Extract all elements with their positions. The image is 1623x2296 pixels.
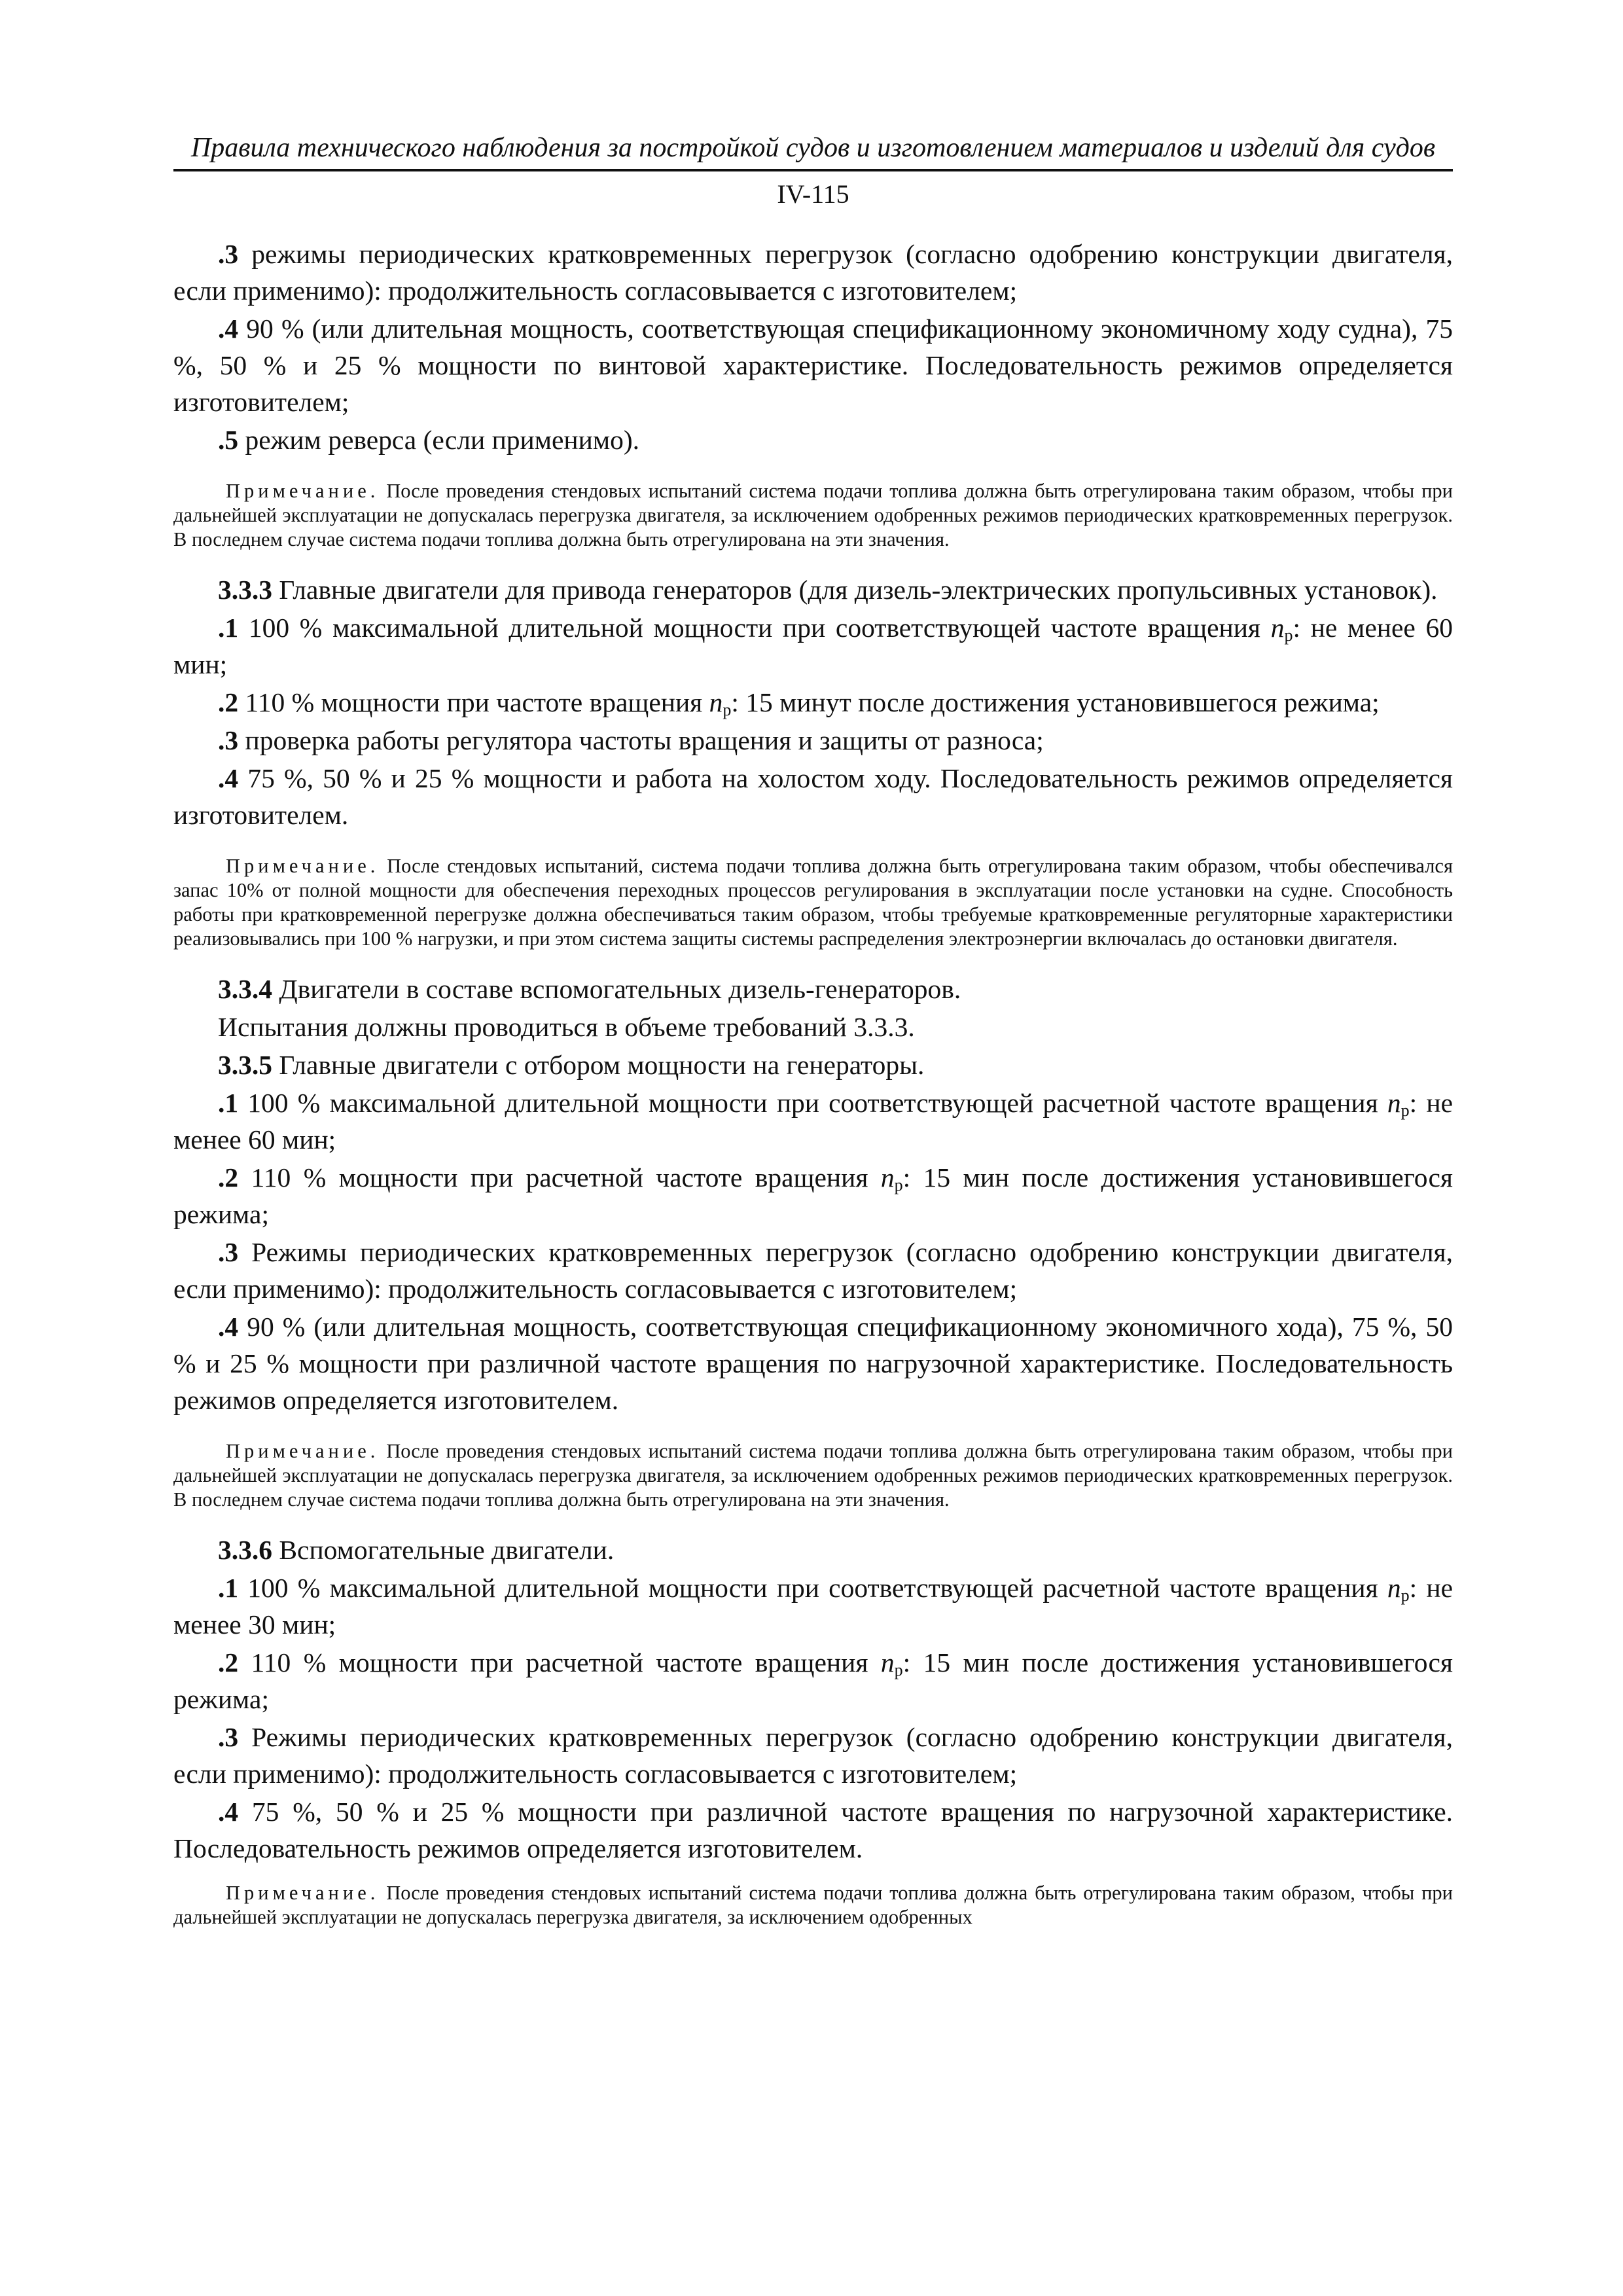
item-number: .2 [218,1162,239,1193]
list-item: .4 90 % (или длительная мощность, соответствующая спецификационному экономичному ходу судна), 75 %, 50 % и 25 % мощности по винтовой характеристике. Последовательность режимов определяется изготовителем; [173,314,1453,417]
list-item: .1 100 % максимальной длительной мощности при соответствующей расчетной частоте вращения $n_p$: не менее 60 мин; [173,1088,1453,1155]
running-header: Правила технического наблюдения за постройкой судов и изготовлением материалов и изделий для судов [173,131,1453,171]
list-item: .3 режимы периодических кратковременных перегрузок (согласно одобрению конструкции двигателя, если применимо): продолжительность согласовывается с изготовителем; [173,239,1453,306]
item-number: .2 [218,687,239,717]
item-number: .3 [218,1722,239,1752]
symbol: n [709,687,723,717]
item-number: .4 [218,763,239,793]
note-label: Примечание. [226,855,380,877]
symbol: n [1387,1088,1401,1118]
note-label: Примечание. [226,480,380,502]
item-number: .4 [218,314,239,344]
section-heading: 3.3.3 Главные двигатели для привода генераторов (для дизель-электрических пропульсивных установок). [218,575,1438,605]
page-number: IV-115 [777,179,849,209]
list-item: .2 110 % мощности при расчетной частоте вращения $n_p$: 15 мин после достижения установившегося режима; [173,1162,1454,1229]
document-page [173,131,1453,1949]
item-number: .1 [218,1573,239,1603]
item-number: .4 [218,1797,239,1827]
item-number: .1 [218,613,239,643]
section-heading: 3.3.4 Двигатели в составе вспомогательных дизель-генераторов. [218,974,961,1004]
paragraph: Испытания должны проводиться в объеме требований 3.3.3. [218,1012,915,1042]
note: Примечание. После проведения стендовых испытаний система подачи топлива должна быть отрегулирована таким образом, чтобы при дальнейшей эксплуатации не допускалась перегрузка двигателя, за исключением одобренных режимов периодических кратковременных перегрузок. В последнем случае система подачи топлива должна быть отрегулирована на эти значения. [173,1440,1453,1511]
note: Примечание. После стендовых испытаний, система подачи топлива должна быть отрегулирована таким образом, чтобы обеспечивался запас 10% от полной мощности для обеспечения переходных процессов регулирования в эксплуатации после установки на судне. Способность работы при кратковременной перегрузке должна обеспечиваться таким образом, чтобы требуемые кратковременные регуляторные характеристики реализовывались при 100 % нагрузки, и при этом система защиты системы распределения электроэнергии включалась до остановки двигателя. [173,855,1453,950]
section-number: 3.3.4 [218,974,272,1004]
list-item: .5 режим реверса (если применимо). [218,425,640,455]
item-number: .4 [218,1312,239,1342]
note-label: Примечание. [226,1882,380,1904]
section-number: 3.3.6 [218,1535,272,1565]
item-number: .1 [218,1088,239,1118]
item-number: .2 [218,1647,239,1677]
list-item: .4 75 %, 50 % и 25 % мощности при различной частоте вращения по нагрузочной характеристике. Последовательность режимов определяется изготовителем. [173,1797,1453,1863]
section-heading: 3.3.5 Главные двигатели с отбором мощности на генераторы. [218,1050,925,1080]
item-number: .5 [218,425,239,455]
note: Примечание. После проведения стендовых испытаний система подачи топлива должна быть отрегулирована таким образом, чтобы при дальнейшей эксплуатации не допускалась перегрузка двигателя, за исключением одобренных режимов периодических кратковременных перегрузок. В последнем случае система подачи топлива должна быть отрегулирована на эти значения. [173,480,1453,550]
item-number: .3 [218,725,239,755]
item-number: .3 [218,239,239,269]
symbol: n [1270,613,1285,643]
section-heading: 3.3.6 Вспомогательные двигатели. [218,1535,615,1565]
note-label: Примечание. [226,1440,380,1462]
list-item: .4 75 %, 50 % и 25 % мощности и работа на холостом ходу. Последовательность режимов определяется изготовителем. [173,763,1453,830]
item-number: .3 [218,1237,239,1267]
list-item: .4 90 % (или длительная мощность, соответствующая спецификационному экономичного хода), 75 %, 50 % и 25 % мощности при различной частоте вращения по нагрузочной характеристике. Последовательность режимов определяется изготовителем. [173,1312,1453,1415]
section-number: 3.3.3 [218,575,272,605]
list-item: .3 Режимы периодических кратковременных перегрузок (согласно одобрению конструкции двигателя, если применимо): продолжительность согласовывается с изготовителем; [173,1722,1453,1789]
list-item: .3 проверка работы регулятора частоты вращения и защиты от разноса; [218,725,1044,755]
list-item: .2 110 % мощности при расчетной частоте вращения $n_p$: 15 мин после достижения установившегося режима; [173,1647,1454,1714]
list-item: .3 Режимы периодических кратковременных перегрузок (согласно одобрению конструкции двигателя, если применимо): продолжительность согласовывается с изготовителем; [173,1237,1453,1304]
symbol: n [880,1162,895,1193]
list-item: .2 110 % мощности при частоте вращения $n_p$: 15 минут после достижения установившегося режима; [218,687,1380,719]
list-item: .1 100 % максимальной длительной мощности при соответствующей частоте вращения $n_p$: не менее 60 мин; [173,613,1453,679]
list-item: .1 100 % максимальной длительной мощности при соответствующей расчетной частоте вращения $n_p$: не менее 30 мин; [173,1573,1453,1640]
section-number: 3.3.5 [218,1050,272,1080]
note: Примечание. После проведения стендовых испытаний система подачи топлива должна быть отрегулирована таким образом, чтобы при дальнейшей эксплуатации не допускалась перегрузка двигателя, за исключением одобренных [173,1882,1453,1928]
symbol: n [1387,1573,1401,1603]
symbol: n [880,1647,895,1677]
